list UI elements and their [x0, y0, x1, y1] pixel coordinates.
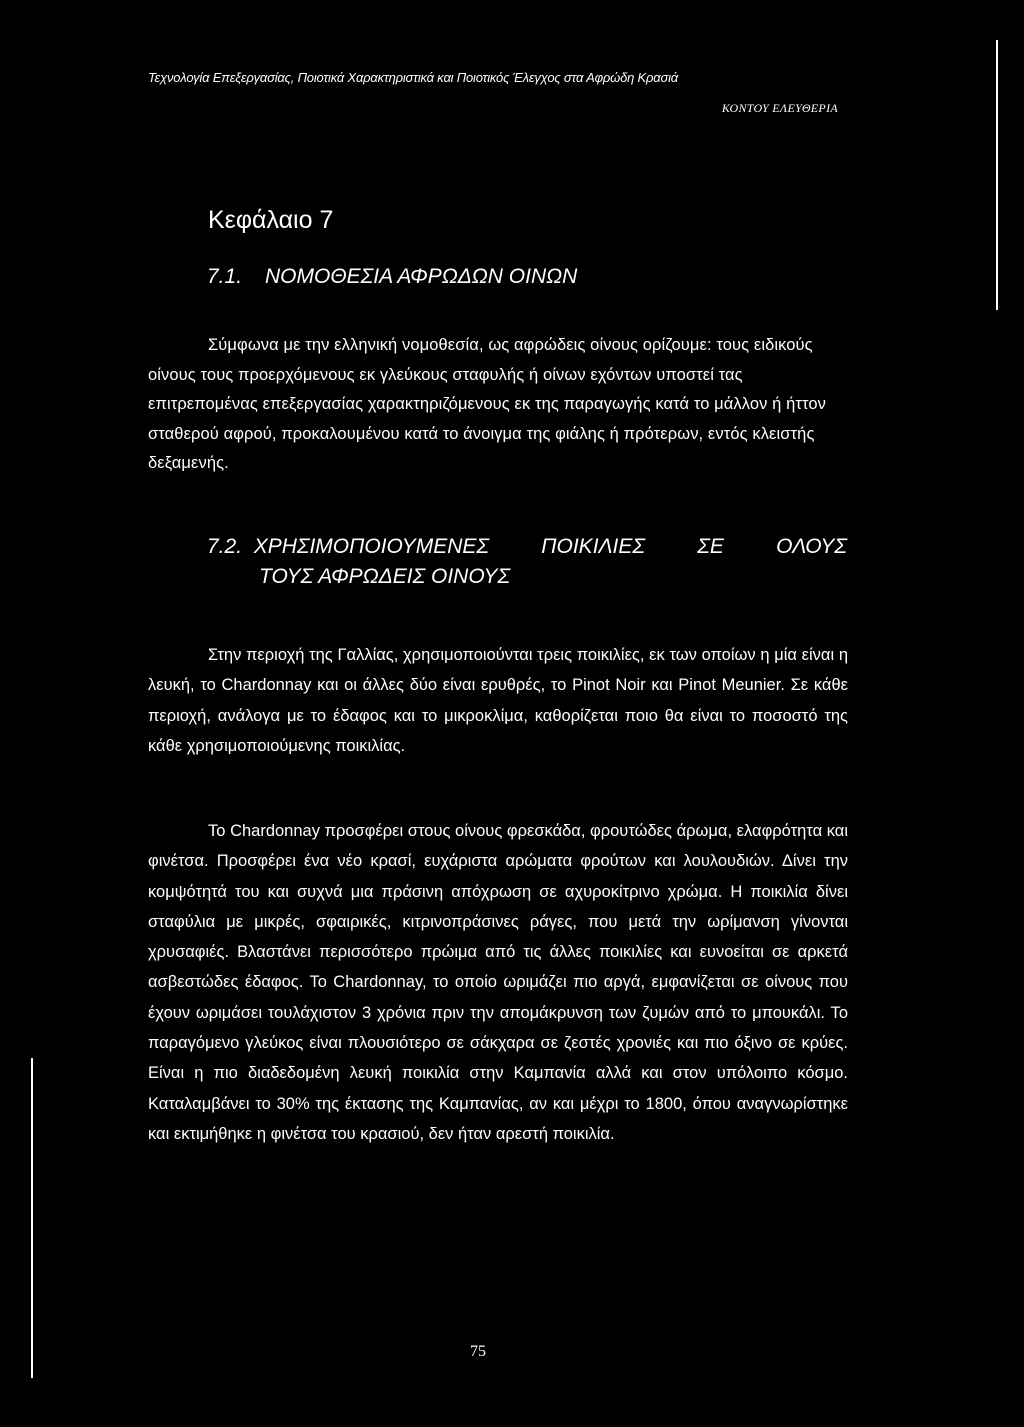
heading-line-1 — [207, 532, 847, 562]
paragraph-text: Το Chardonnay προσφέρει στους οίνους φρεσκάδα, φρουτώδες άρωμα, ελαφρότητα και φινέτσα. Προσφέρει ένα νέο κρασί, ευχάριστα αρώματα φρούτων και λουλουδιών. Δίνει την κομψότητά του και συχνά μια πράσινη απόχρωση σε αχυροκίτρινο χρώμα. Η ποικιλία δίνει σταφύλια με μικρές, σφαιρικές, κιτρινοπράσινες ράγες, που μετά την ωρίμανση γίνονται χρυσαφιές. Βλαστάνει περισσότερο πρώιμα από τις άλλες ποικιλίες και ευνοείται σε αρκετά ασβεστώδες έδαφος. Το Chardonnay, το οποίο ωριμάζει πιο αργά, εμφανίζεται σε οίνους που έχουν ωριμάσει τουλάχιστον 3 χρόνια πριν την απομάκρυνση των ζυμών από το μπουκάλι. Το παραγόμενο γλεύκος είναι πλουσιότερο σε σάκχαρα σε ζεστές χρονιές και πιο όξινο σε κρύες. Είναι η πιο διαδεδομένη λευκή ποικιλία στην Καμπανία αλλά και στον υπόλοιπο κόσμο. Καταλαμβάνει το 30% της έκτασης της Καμπανίας, αν και μέχρι το 1800, όπου αναγνωρίστηκε και εκτιμήθηκε η φινέτσα του κρασιού, δεν ήταν αρεστή ποικιλία. — [148, 822, 848, 1143]
section-heading-7-1 — [207, 265, 577, 289]
heading-word: ΧΡΗΣΙΜΟΠΟΙΟΥΜΕΝΕΣ — [253, 535, 489, 558]
scan-edge-line-left — [31, 1058, 33, 1378]
running-header-author: ΚΟΝΤΟΥ ΕΛΕΥΘΕΡΙΑ — [721, 101, 838, 115]
scan-edge-line-right — [996, 40, 998, 310]
section-number: 7.1. — [207, 265, 243, 288]
heading-word: ΠΟΙΚΙΛΙΕΣ — [541, 535, 645, 558]
heading-line-2: ΤΟΥΣ ΑΦΡΩΔΕΙΣ ΟΙΝΟΥΣ — [259, 565, 511, 588]
heading-word: ΣΕ — [697, 535, 724, 558]
heading-word — [207, 532, 489, 562]
legislation-paragraph — [148, 331, 848, 479]
page-number: 75 — [470, 1343, 486, 1360]
heading-word: ΟΛΟΥΣ — [776, 535, 847, 558]
varieties-paragraph — [148, 640, 848, 761]
section-number: 7.2. — [207, 535, 243, 558]
section-heading-7-2 — [207, 532, 847, 592]
running-header-title: Τεχνολογία Επεξεργασίας, Ποιοτικά Χαρακτηριστικά και Ποιοτικός Έλεγχος στα Αφρώδη Κρασιά — [148, 70, 679, 85]
chapter-title: Κεφάλαιο 7 — [208, 206, 334, 234]
paragraph-text: Στην περιοχή της Γαλλίας, χρησιμοποιούνται τρεις ποικιλίες, εκ των οποίων η μία είναι η λευκή, το Chardonnay και οι άλλες δύο είναι ερυθρές, το Pinot Noir και Pinot Meunier. Σε κάθε περιοχή, ανάλογα με το έδαφος και το μικροκλίμα, καθορίζεται ποιο θα είναι το ποσοστό της κάθε χρησιμοποιούμενης ποικιλίας. — [148, 646, 848, 755]
section-heading-text: ΝΟΜΟΘΕΣΙΑ ΑΦΡΩΔΩΝ ΟΙΝΩΝ — [265, 265, 578, 288]
paragraph-text: Σύμφωνα με την ελληνική νομοθεσία, ως αφρώδεις οίνους ορίζουμε: τους ειδικούς οίνους τους προερχόμενους εκ γλεύκους σταφυλής ή οίνων εχόντων υποστεί τας επιτρεπομένας επεξεργασίας χαρακτηριζόμενους εκ της παραγωγής κατά το μάλλον ή ήττον σταθερού αφρού, προκαλουμένου κατά το άνοιγμα της φιάλης ή πρότερων, εντός κλειστής δεξαμενής. — [148, 336, 827, 472]
chardonnay-paragraph — [148, 816, 848, 1149]
